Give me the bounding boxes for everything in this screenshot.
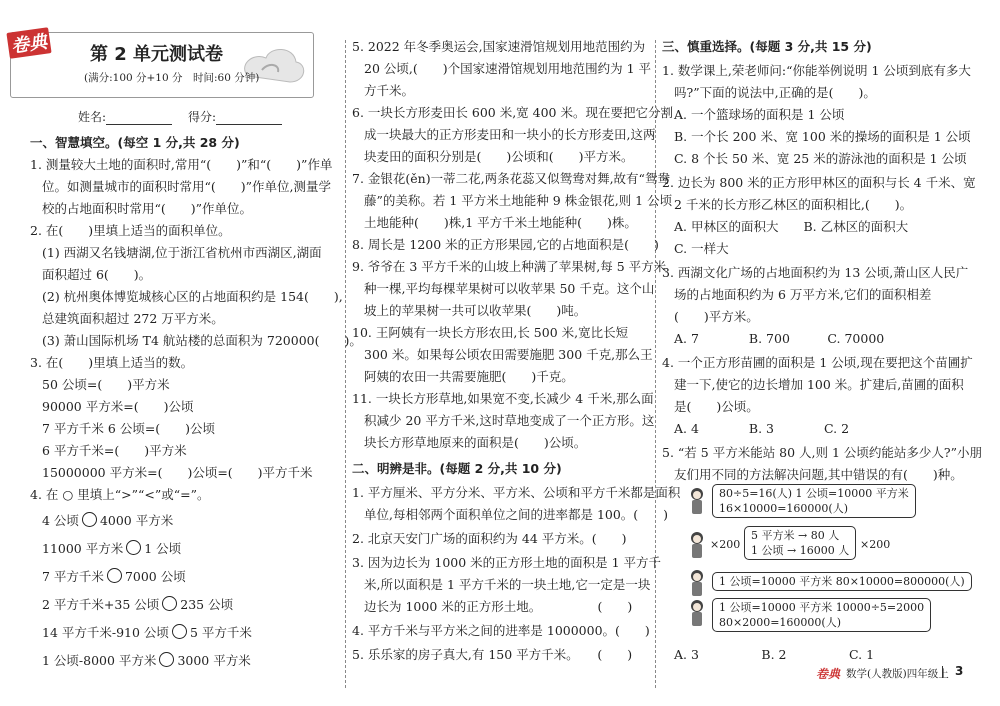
question-line: 藤”的美称。若 1 平方米土地能种 9 株金银花,则 1 公顷 [364, 193, 673, 208]
choice-option[interactable]: A. 7 B. 700 C. 70000 [674, 331, 885, 346]
question-line: 4. 在 ○ 里填上“>”“<”或“=”。 [30, 487, 210, 502]
column-1 [30, 0, 362, 706]
footer-logo: 卷典 [816, 667, 841, 681]
method-bubble: 1 公顷=10000 平方米 80×10000=800000(人) [712, 572, 972, 591]
judge-line: 单位,每相邻两个面积单位之间的进率都是 100。( ) [364, 507, 669, 522]
choice-option[interactable]: A. 甲林区的面积大 B. 乙林区的面积大 [674, 219, 909, 234]
question-line: 位。如测量城市的面积时常用“( )”作单位,测量学 [42, 179, 332, 194]
choice-option[interactable]: A. 一个篮球场的面积是 1 公顷 [674, 107, 845, 122]
question-line: 300 米。如果每公顷农田需要施肥 300 千克,那么王 [364, 347, 653, 362]
compare-circle[interactable] [162, 596, 177, 611]
question-line: 3. 在( )里填上适当的数。 [30, 355, 194, 370]
judge-line: 米,所以面积是 1 平方千米的一块土地,它一定是一块 [364, 577, 651, 592]
judge-line: 5. 乐乐家的房子真大,有 150 平方千米。 ( ) [352, 647, 633, 662]
compare-row: 11000 平方米 1 公顷 [42, 541, 182, 556]
choice-line: 建一下,使它的边长增加 100 米。扩建后,苗圃的面积 [674, 377, 964, 392]
question-line: 方千米。 [364, 83, 415, 98]
choice-option[interactable]: A. 3 B. 2 C. 1 [674, 647, 875, 662]
multiply-label: ×200 [860, 538, 891, 551]
question-line: 积减少 20 平方千米,这时草地变成了一个正方形。这 [364, 413, 655, 428]
question-line: 坡上的苹果树一共可以收苹果( )吨。 [364, 303, 587, 318]
question-line: 1. 测量较大土地的面积时,常用“( )”和“( )”作单 [30, 157, 333, 172]
multiply-label: ×200 [710, 538, 741, 551]
compare-circle[interactable] [159, 652, 174, 667]
section-3-heading: 三、慎重选择。(每题 3 分,共 15 分) [662, 39, 872, 54]
question-line: 7. 金银花(ěn)一蒂二花,两条花蕊又似鸳鸯对舞,故有“鸳鸯 [352, 171, 670, 186]
child-icon [688, 532, 706, 564]
question-line: (1) 西湖又名钱塘湖,位于浙江省杭州市西湖区,湖面 [42, 245, 322, 260]
question-line: 7 平方千米 6 公顷=( )公顷 [42, 421, 216, 436]
question-line: (2) 杭州奥体博览城核心区的占地面积约是 154( ), [42, 289, 343, 304]
question-line: 校的占地面积时常用“( )”作单位。 [42, 201, 253, 216]
section-1-heading: 一、智慧填空。(每空 1 分,共 28 分) [30, 135, 240, 150]
choice-line: 3. 西湖文化广场的占地面积约为 13 公顷,萧山区人民广 [662, 265, 969, 280]
question-line: 50 公顷=( )平方米 [42, 377, 170, 392]
choice-option[interactable]: C. 一样大 [674, 241, 729, 256]
question-line: 9. 爷爷在 3 平方千米的山坡上种满了苹果树,每 5 平方米 [352, 259, 667, 274]
choice-line: ( )平方米。 [674, 309, 759, 324]
compare-row: 4 公顷 4000 平方米 [42, 513, 174, 528]
question-line: 90000 平方米=( )公顷 [42, 399, 194, 414]
compare-row: 14 平方千米-910 公顷 5 平方千米 [42, 625, 252, 640]
choice-line: 4. 一个正方形苗圃的面积是 1 公顷,现在要把这个苗圃扩 [662, 355, 973, 370]
child-icon [688, 488, 706, 520]
choice-option[interactable]: A. 4 B. 3 C. 2 [674, 421, 850, 436]
judge-line: 1. 平方厘米、平方分米、平方米、公顷和平方千米都是面积 [352, 485, 681, 500]
question-line: 11. 一块长方形草地,如果宽不变,长减少 4 千米,那么面 [352, 391, 654, 406]
footer-divider [942, 666, 943, 678]
brand-logo: 卷典 [6, 27, 51, 59]
compare-circle[interactable] [172, 624, 187, 639]
method-bubble: 5 平方米 → 80 人 1 公顷 → 16000 人 [744, 526, 856, 560]
page-subtitle: (满分:100 分+10 分 时间:60 分钟) [84, 72, 260, 84]
method-bubble: 1 公顷=10000 平方米 10000÷5=2000 80×2000=160000(人) [712, 598, 931, 632]
question-line: 成一块最大的正方形麦田和一块小的长方形麦田,这两 [364, 127, 656, 142]
choice-line: 友们用不同的方法解决问题,其中错误的有( )种。 [674, 467, 963, 482]
child-icon [688, 600, 706, 632]
judge-line: 4. 平方千米与平方米之间的进率是 1000000。( ) [352, 623, 650, 638]
child-icon [688, 570, 706, 602]
question-line: 种一棵,平均每棵苹果树可以收苹果 50 千克。这个山 [364, 281, 655, 296]
question-line: 8. 周长是 1200 米的正方形果园,它的占地面积是( ) [352, 237, 659, 252]
column-3 [662, 0, 983, 706]
question-line: 15000000 平方米=( )公顷=( )平方千米 [42, 465, 313, 480]
compare-circle[interactable] [82, 512, 97, 527]
question-line: 块长方形草地原来的面积是( )公顷。 [364, 435, 587, 450]
choice-line: 场的占地面积约为 6 万平方米,它们的面积相差 [674, 287, 932, 302]
method-bubble: 80÷5=16(人) 1 公顷=10000 平方米 16×10000=160000(人) [712, 484, 916, 518]
choice-line: 2 千米的长方形乙林区的面积相比,( )。 [674, 197, 913, 212]
question-line: 5. 2022 年冬季奥运会,国家速滑馆规划用地范围约为 [352, 39, 646, 54]
question-line: 2. 在( )里填上适当的面积单位。 [30, 223, 231, 238]
choice-option[interactable]: C. 8 个长 50 米、宽 25 米的游泳池的面积是 1 公顷 [674, 151, 967, 166]
compare-row: 7 平方千米 7000 公顷 [42, 569, 186, 584]
question-line: 总建筑面积超过 272 万平方米。 [42, 311, 224, 326]
choice-line: 1. 数学课上,荣老师问:“你能举例说明 1 公顷到底有多大 [662, 63, 971, 78]
page-number: 3 [955, 664, 964, 678]
children-methods-figure [688, 484, 988, 636]
choice-line: 2. 边长为 800 米的正方形甲林区的面积与长 4 千米、宽 [662, 175, 976, 190]
page-title: 第 2 单元测试卷 [90, 44, 224, 65]
column-divider-left [345, 40, 346, 688]
question-line: 面积超过 6( )。 [42, 267, 152, 282]
question-line: 土地能种( )株,1 平方千米土地能种( )株。 [364, 215, 637, 230]
question-line: 20 公顷,( )个国家速滑馆规划用地范围约为 1 平 [364, 61, 652, 76]
section-2-heading: 二、明辨是非。(每题 2 分,共 10 分) [352, 461, 562, 476]
question-line: 10. 王阿姨有一块长方形农田,长 500 米,宽比长短 [352, 325, 629, 340]
judge-line: 2. 北京天安门广场的面积约为 44 平方米。( ) [352, 531, 627, 546]
compare-row: 2 平方千米+35 公顷 235 公顷 [42, 597, 234, 612]
compare-row: 1 公顷-8000 平方米 3000 平方米 [42, 653, 251, 668]
question-line: 6. 一块长方形麦田长 600 米,宽 400 米。现在要把它分割 [352, 105, 673, 120]
question-line: (3) 萧山国际机场 T4 航站楼的总面积为 720000( )。 [42, 333, 362, 348]
score-label: 得分: [188, 110, 217, 124]
choice-line: 5. “若 5 平方米能站 80 人,则 1 公顷约能站多少人?”小朋 [662, 445, 983, 460]
name-label: 姓名: [78, 110, 107, 124]
column-2 [352, 0, 681, 706]
judge-line: 3. 因为边长为 1000 米的正方形土地的面积是 1 平方千 [352, 555, 662, 570]
judge-line: 边长为 1000 米的正方形土地。 ( ) [364, 599, 633, 614]
choice-option[interactable]: B. 一个长 200 米、宽 100 米的操场的面积是 1 公顷 [674, 129, 971, 144]
question-line: 阿姨的农田一共需要施肥( )千克。 [364, 369, 574, 384]
compare-circle[interactable] [126, 540, 141, 555]
footer-book-title: 数学(人教版)四年级上 [846, 668, 949, 680]
choice-line: 吗?”下面的说法中,正确的是( )。 [674, 85, 876, 100]
choice-line: 是( )公顷。 [674, 399, 759, 414]
compare-circle[interactable] [107, 568, 122, 583]
question-line: 块麦田的面积分别是( )公顷和( )平方米。 [364, 149, 634, 164]
question-line: 6 平方千米=( )平方米 [42, 443, 187, 458]
